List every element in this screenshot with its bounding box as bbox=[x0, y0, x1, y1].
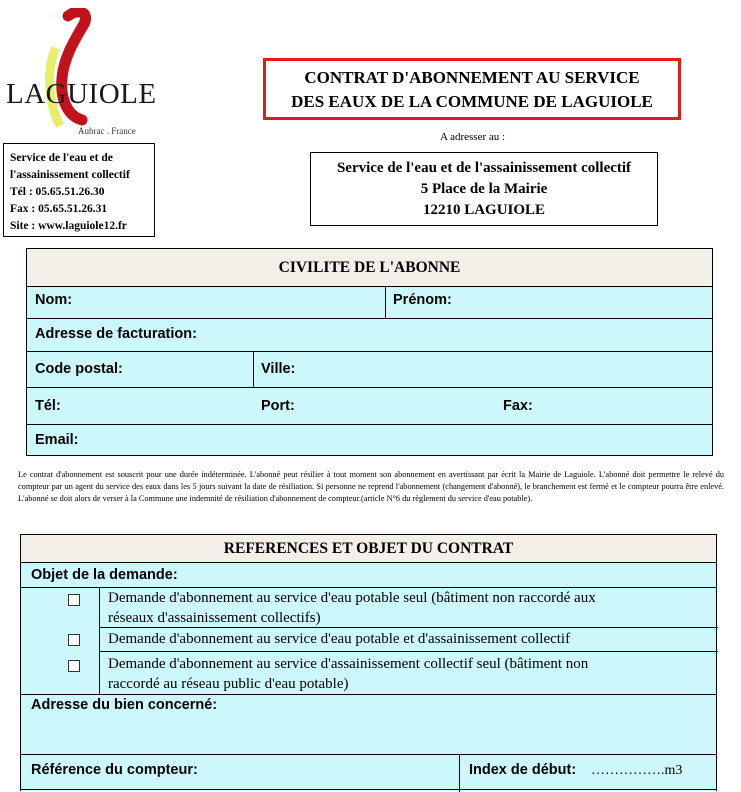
address-line2: 5 Place de la Mairie bbox=[420, 181, 548, 197]
references-header: REFERENCES ET OBJET DU CONTRAT bbox=[21, 535, 716, 563]
contact-site: Site : www.laguiole12.fr bbox=[10, 220, 127, 232]
divider bbox=[99, 587, 100, 694]
contact-fax: Fax : 05.65.51.26.31 bbox=[10, 203, 108, 215]
option-1-checkbox[interactable] bbox=[68, 594, 80, 606]
option-3-label: Demande d'abonnement au service d'assainissement collectif seul (bâtiment non raccordé au réseau public d'eau potable) bbox=[108, 656, 589, 692]
address-line1: Service de l'eau et de l'assainissement collectif bbox=[336, 160, 632, 176]
divider bbox=[21, 754, 716, 755]
title-line1: CONTRAT D'ABONNEMENT AU SERVICE bbox=[304, 68, 640, 87]
divider bbox=[385, 286, 386, 318]
option-2-checkbox[interactable] bbox=[68, 634, 80, 646]
divider bbox=[459, 754, 460, 792]
index-debut-label: Index de début: bbox=[469, 762, 577, 778]
nom-field[interactable]: Nom: bbox=[35, 292, 73, 308]
send-to-label: A adresser au : bbox=[440, 131, 506, 143]
divider bbox=[27, 424, 712, 425]
logo-wordmark: LAGUIOLE bbox=[6, 78, 157, 110]
legal-notice: Le contrat d'abonnement est souscrit pour une durée indéterminée. L'abonné peut résilier à tout moment son abonnement en avertissant par écrit la Mairie de Laguiole. L'abonné doit permettre le relevé du compteur par un agent du service des eaux dans les 5 jours suivant la date de résiliation. Si personne ne reprend l'abonnement (changement d'abonné), le branchement est fermé et le compteur pourra être enlevé. L'abonné se doit alors de verser à la Commune une indemnité de résiliation d'abonnement de compteur.(article N°6 du règlement du service d'eau potable). bbox=[18, 470, 724, 503]
contact-line2: l'assainissement collectif bbox=[10, 169, 130, 181]
title-line2: DES EAUX DE LA COMMUNE DE LAGUIOLE bbox=[291, 92, 653, 111]
option-2-label: Demande d'abonnement au service d'eau potable et d'assainissement collectif bbox=[108, 631, 571, 647]
logo-subtitle: Aubrac . France bbox=[78, 126, 136, 136]
divider bbox=[99, 651, 718, 652]
divider bbox=[27, 387, 712, 388]
divider bbox=[21, 789, 716, 790]
civilite-section bbox=[26, 248, 713, 456]
contact-tel: Tél : 05.65.51.26.30 bbox=[10, 186, 105, 198]
tel-field[interactable]: Tél: bbox=[35, 398, 61, 414]
reference-compteur-field[interactable]: Référence du compteur: bbox=[31, 762, 198, 778]
civilite-header: CIVILITE DE L'ABONNE bbox=[27, 249, 712, 287]
adresse-facturation-field[interactable]: Adresse de facturation: bbox=[35, 326, 197, 342]
adresse-bien-field[interactable]: Adresse du bien concerné: bbox=[31, 697, 218, 713]
prenom-field[interactable]: Prénom: bbox=[393, 292, 452, 308]
divider bbox=[253, 351, 254, 387]
index-debut-field[interactable]: …………….m3 bbox=[591, 763, 683, 778]
divider bbox=[99, 627, 718, 628]
email-field[interactable]: Email: bbox=[35, 432, 79, 448]
divider bbox=[21, 694, 716, 695]
contact-box bbox=[3, 143, 155, 237]
option-1-label: Demande d'abonnement au service d'eau potable seul (bâtiment non raccordé aux réseaux d'assainissement collectifs) bbox=[108, 590, 596, 626]
ville-field[interactable]: Ville: bbox=[261, 361, 296, 377]
fax-field[interactable]: Fax: bbox=[503, 398, 533, 414]
address-box bbox=[310, 152, 658, 226]
option-3-checkbox[interactable] bbox=[68, 660, 80, 672]
code-postal-field[interactable]: Code postal: bbox=[35, 361, 123, 377]
port-field[interactable]: Port: bbox=[261, 398, 295, 414]
divider bbox=[27, 351, 712, 352]
divider bbox=[27, 318, 712, 319]
document-title bbox=[263, 58, 681, 120]
laguiole-logo bbox=[0, 0, 157, 140]
objet-label: Objet de la demande: bbox=[31, 567, 178, 583]
contact-line1: Service de l'eau et de bbox=[10, 152, 113, 164]
references-section bbox=[20, 534, 717, 791]
address-line3: 12210 LAGUIOLE bbox=[422, 202, 546, 218]
